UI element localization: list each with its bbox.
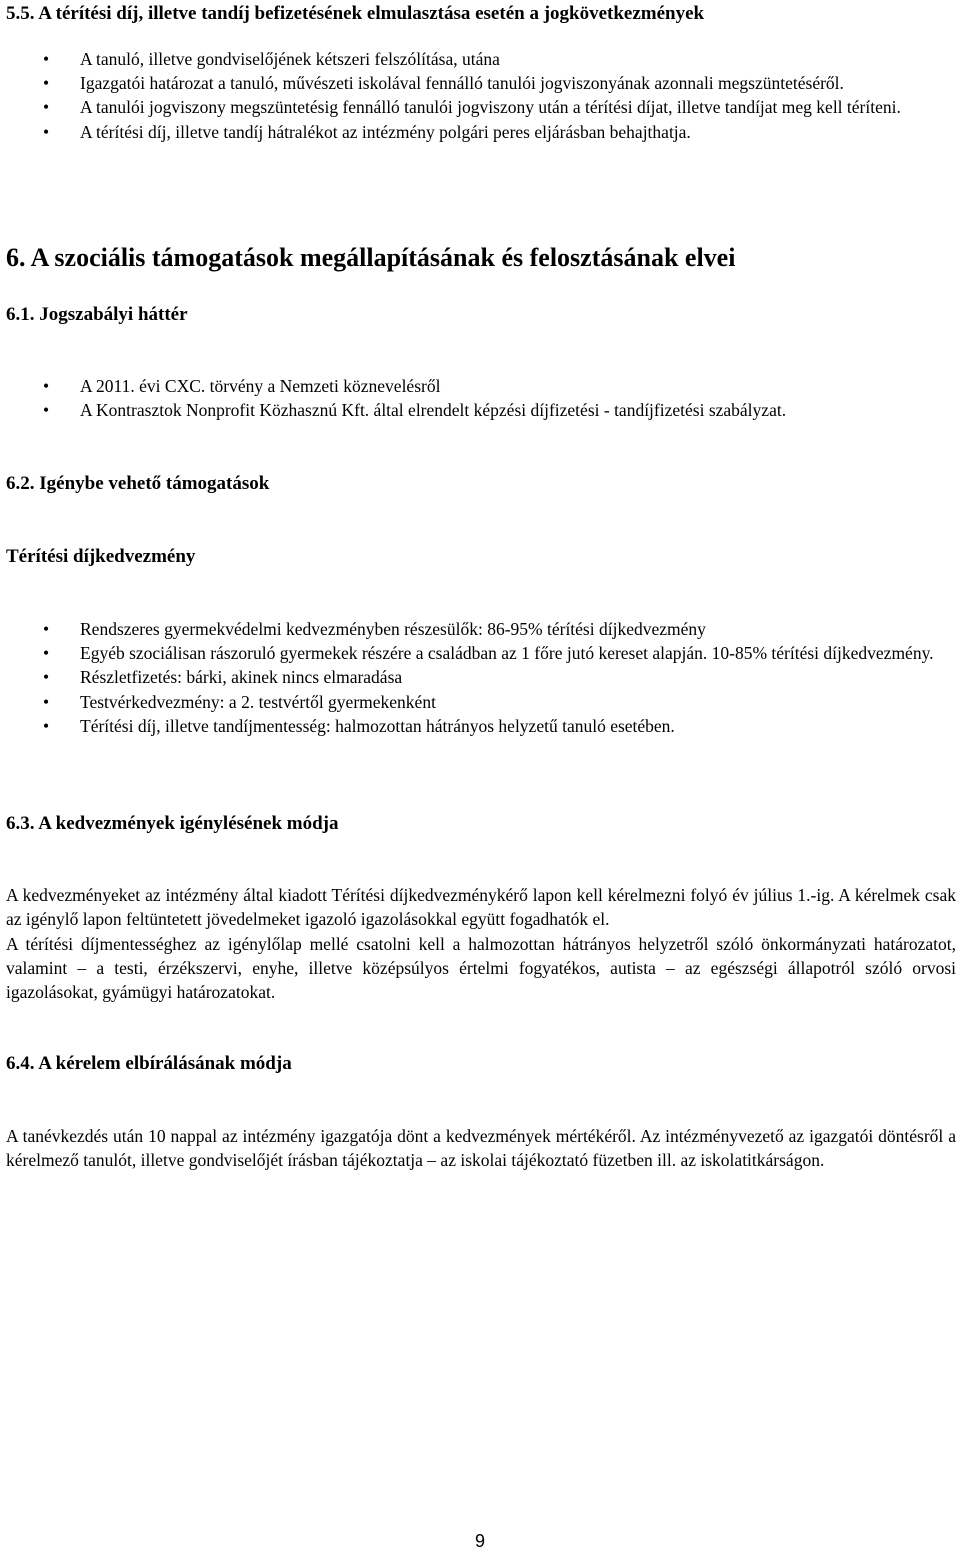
bullet-icon: • <box>43 691 50 712</box>
section-6-1-bullet-list <box>6 374 956 422</box>
list-item: • A térítési díj, illetve tandíj hátralékot az intézmény polgári peres eljárásban behajthatja. <box>6 120 956 144</box>
section-6-3-paragraph-2: A térítési díjmentességhez az igénylőlap mellé csatolni kell a halmozottan hátrányos helyzetről szóló önkormányzati határozatot, valamint – a testi, érzékszervi, enyhe, illetve középsúlyos értelmi fogyatékos, autista – az egészségi állapotról szóló orvosi igazolásokat, gyámügyi határozatokat. <box>6 934 956 1003</box>
bullet-icon: • <box>43 97 50 118</box>
section-6-2-subheading: Térítési díjkedvezmény <box>6 546 196 567</box>
list-item: • Térítési díj, illetve tandíjmentesség: halmozottan hátrányos helyzetű tanuló esetében. <box>6 714 956 738</box>
section-6-4-paragraph: A tanévkezdés után 10 nappal az intézmény igazgatója dönt a kedvezmények mértékéről. Az intézményvezető az igazgatói döntésről a kérelmező tanulót, illetve gondviselőjét írásban tájékoztatja – az iskolai tájékoztató füzetben ill. az iskolatitkárságon. <box>6 1126 956 1171</box>
bullet-icon: • <box>43 715 50 736</box>
bullet-icon: • <box>43 667 50 688</box>
list-item: • Egyéb szociálisan rászoruló gyermekek részére a családban az 1 főre jutó kereset alapján. 10-85% térítési díjkedvezmény. <box>6 641 956 665</box>
section-6-1-heading: 6.1. Jogszabályi háttér <box>6 304 188 325</box>
list-item: • Részletfizetés: bárki, akinek nincs elmaradása <box>6 665 956 689</box>
page-number: 9 <box>474 1531 485 1551</box>
section-6-heading: 6. A szociális támogatások megállapításának és felosztásának elvei <box>6 243 736 272</box>
list-item: • Igazgatói határozat a tanuló, művészeti iskolával fennálló tanulói jogviszonyának azonnali megszüntetéséről. <box>6 71 956 95</box>
section-6-2-heading: 6.2. Igénybe vehető támogatások <box>6 473 270 494</box>
list-item: • A Kontrasztok Nonprofit Közhasznú Kft. által elrendelt képzési díjfizetési - tandíjfizetési szabályzat. <box>6 398 956 422</box>
section-5-5-heading: 5.5. A térítési díj, illetve tandíj befizetésének elmulasztása esetén a jogkövetkezmények <box>6 3 705 24</box>
list-item: • Rendszeres gyermekvédelmi kedvezményben részesülők: 86-95% térítési díjkedvezmény <box>6 617 956 641</box>
list-item: • A tanuló, illetve gondviselőjének kétszeri felszólítása, utána <box>6 47 956 71</box>
bullet-icon: • <box>43 376 50 396</box>
bullet-icon: • <box>43 73 50 94</box>
bullet-icon: • <box>43 49 50 69</box>
section-6-3-paragraph-1: A kedvezményeket az intézmény által kiadott Térítési díjkedvezménykérő lapon kell kérelmezni folyó év július 1.-ig. A kérelmek csak az igénylő lapon feltüntetett jövedelmeket igazoló igazolásokkal együtt fogadhatók el. <box>6 885 956 930</box>
list-item: • A 2011. évi CXC. törvény a Nemzeti köznevelésről <box>6 374 956 398</box>
list-item: • A tanulói jogviszony megszüntetésig fennálló tanulói jogviszony után a térítési díjat, illetve tandíjat meg kell téríteni. <box>6 95 956 119</box>
list-item: • Testvérkedvezmény: a 2. testvértől gyermekenként <box>6 690 956 714</box>
bullet-icon: • <box>43 619 50 639</box>
section-6-2-bullet-list <box>6 617 956 738</box>
section-6-4-heading: 6.4. A kérelem elbírálásának módja <box>6 1053 292 1074</box>
section-5-5-bullet-list <box>6 47 956 144</box>
bullet-icon: • <box>43 121 50 142</box>
bullet-icon: • <box>43 643 50 664</box>
bullet-icon: • <box>43 400 50 421</box>
section-6-3-heading: 6.3. A kedvezmények igénylésének módja <box>6 813 339 834</box>
